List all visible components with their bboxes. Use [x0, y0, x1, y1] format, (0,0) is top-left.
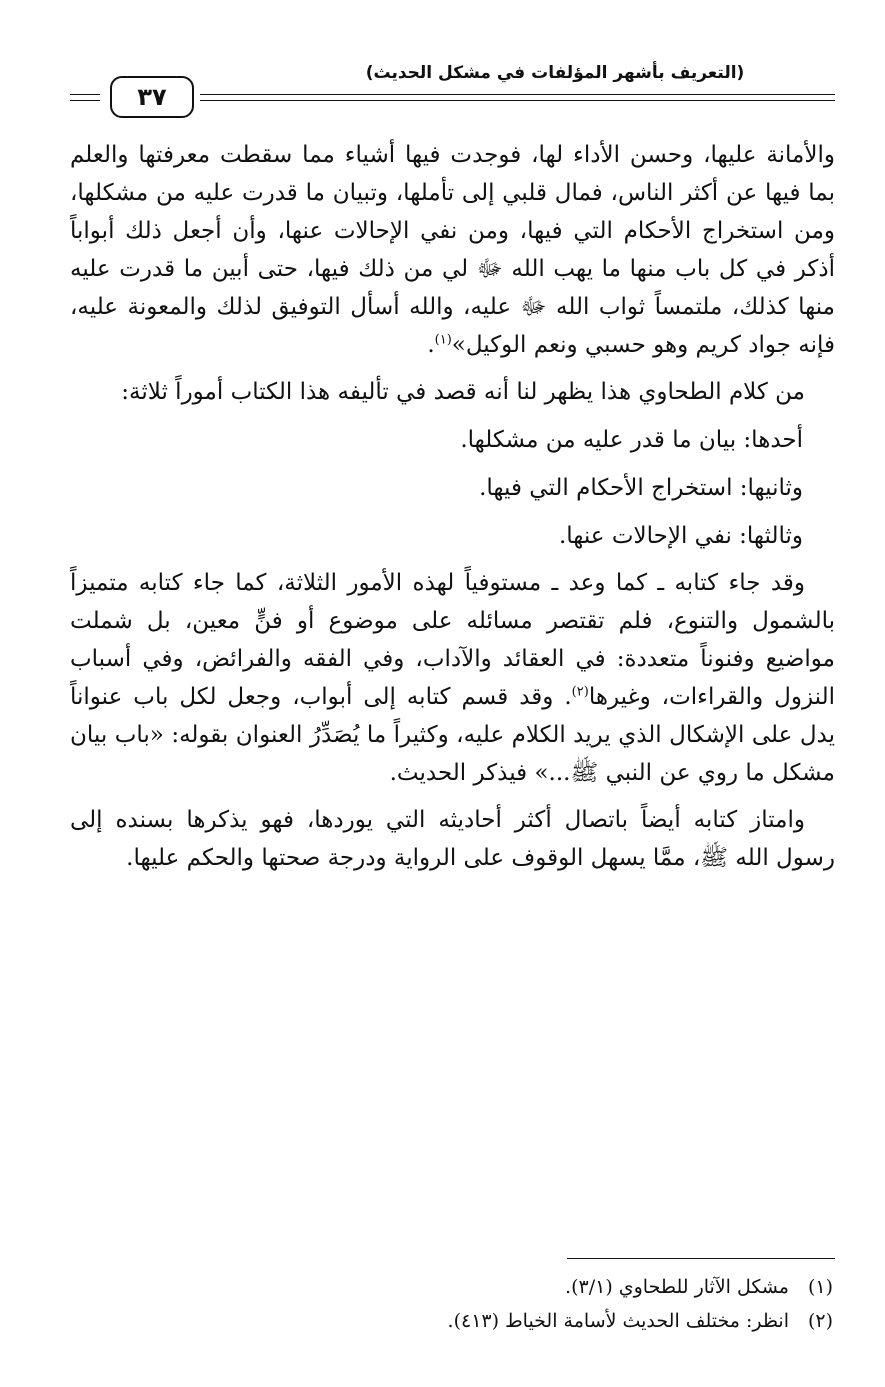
header-rule [200, 94, 835, 101]
header-rule-left [70, 94, 100, 101]
footnote-text: انظر: مختلف الحديث لأسامة الخياط (٤١٣). [447, 1310, 789, 1332]
page-header [70, 62, 835, 122]
running-title: (التعريف بأشهر المؤلفات في مشكل الحديث) [365, 63, 745, 83]
footnote-number: (١) [807, 1276, 833, 1298]
footnote-1 [73, 1270, 833, 1304]
footnote-text: مشكل الآثار للطحاوي (٣/١). [565, 1276, 789, 1298]
list-item-3: وثالثها: نفي الإحالات عنها. [558, 523, 803, 549]
footnote-number: (٢) [807, 1310, 833, 1332]
footnote-ref-1: (١) [434, 332, 452, 348]
paragraph-quote [70, 136, 835, 364]
paragraph-book-features [70, 564, 835, 792]
paragraph-text-b: . وقد قسم كتابه إلى أبواب، وجعل لكل باب عنواناً يدل على الإشكال الذي يريد الكلام عليه، وكثيراً ما يُصَدِّرُ العنوان بقوله: «باب بيان مشكل ما روي عن النبي ﷺ...» فيذكر الحديث. [70, 684, 835, 786]
footnote-2 [73, 1304, 833, 1338]
quote-text: والأمانة عليها، وحسن الأداء لها، فوجدت فيها أشياء مما سقطت معرفتها والعلم بما فيها عن أكثر الناس، فمال قلبي إلى تأملها، وتبيان ما قدرت عليه من مشكلها، ومن استخراج الأحكام التي فيها، ومن نفي الإحالات عنها، وأن أجعل ذلك أبواباً أذكر في كل باب منها ما يهب الله ﷻ لي من ذلك فيها، حتى أبين ما قدرت عليه منها كذلك، ملتمساً ثواب الله ﷻ عليه، والله أسأل التوفيق لذلك والمعونة عليه، فإنه جواد كريم وهو حسبي ونعم الوكيل» [70, 142, 835, 358]
list-item-2: وثانيها: استخراج الأحكام التي فيها. [479, 475, 803, 501]
footnotes [73, 1270, 833, 1338]
quote-end: . [427, 332, 435, 358]
list-item-1: أحدها: بيان ما قدر عليه من مشكلها. [460, 427, 803, 453]
page-number: ٣٧ [110, 76, 194, 118]
main-text [70, 136, 835, 877]
paragraph-text-a: وقد جاء كتابه ـ كما وعد ـ مستوفياً لهذه الأمور الثلاثة، كما جاء كتابه متميزاً بالشمول والتنوع، فلم تقتصر مسائله على موضوع أو فنٍّ معين، بل شملت مواضيع وفنوناً متعددة: في العقائد والآداب، وفي الفقه والفرائض، وفي أسباب النزول والقراءات، وغيرها [70, 570, 835, 710]
paragraph-isnad: وامتاز كتابه أيضاً باتصال أكثر أحاديثه التي يوردها، فهو يذكرها بسنده إلى رسول الله ﷺ، ممَّا يسهل الوقوف على الرواية ودرجة صحتها والحكم عليها. [70, 807, 835, 871]
footnote-separator [567, 1258, 835, 1259]
footnote-ref-2: (٢) [571, 684, 589, 700]
paragraph-intro: من كلام الطحاوي هذا يظهر لنا أنه قصد في تأليفه هذا الكتاب أموراً ثلاثة: [121, 379, 805, 405]
